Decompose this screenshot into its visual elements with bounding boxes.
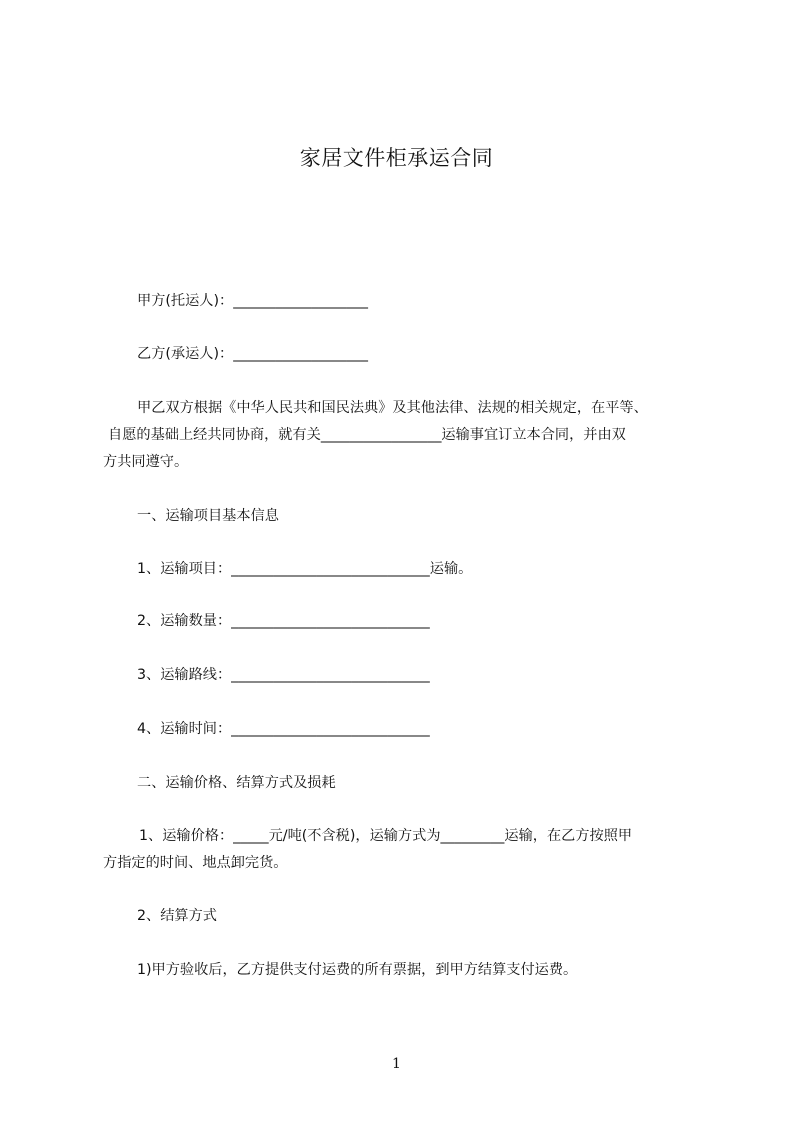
transport-route-field: 3、运输路线：____________________________ xyxy=(137,667,430,683)
settlement-heading: 2、结算方式 xyxy=(137,908,217,924)
transport-time-field: 4、运输时间：____________________________ xyxy=(137,721,430,737)
section-1-heading: 一、运输项目基本信息 xyxy=(137,508,279,524)
page-number: 1 xyxy=(392,1056,401,1072)
document-title: 家居文件柜承运合同 xyxy=(299,146,494,170)
party-b-field: 乙方(承运人)：___________________ xyxy=(137,346,368,362)
party-a-field: 甲方(托运人)：___________________ xyxy=(137,293,368,309)
section-2-heading: 二、运输价格、结算方式及损耗 xyxy=(137,775,336,791)
price-line-2: 方指定的时间、地点卸完货。 xyxy=(103,855,288,871)
preamble-line-3: 方共同遵守。 xyxy=(103,454,189,470)
preamble-line-2: 自愿的基础上经共同协商，就有关_________________运输事宜订立本合同，并由双 xyxy=(108,427,626,443)
transport-quantity-field: 2、运输数量：____________________________ xyxy=(137,613,430,629)
preamble-line-1: 甲乙双方根据《中华人民共和国民法典》及其他法律、法规的相关规定，在平等、 xyxy=(137,400,648,416)
price-line-1: 1、运输价格：_____元/吨(不含税)，运输方式为_________运输，在乙方按照甲 xyxy=(139,828,633,844)
settlement-item-1: 1)甲方验收后，乙方提供支付运费的所有票据，到甲方结算支付运费。 xyxy=(137,962,578,978)
transport-item-field: 1、运输项目：____________________________运输。 xyxy=(137,561,473,577)
